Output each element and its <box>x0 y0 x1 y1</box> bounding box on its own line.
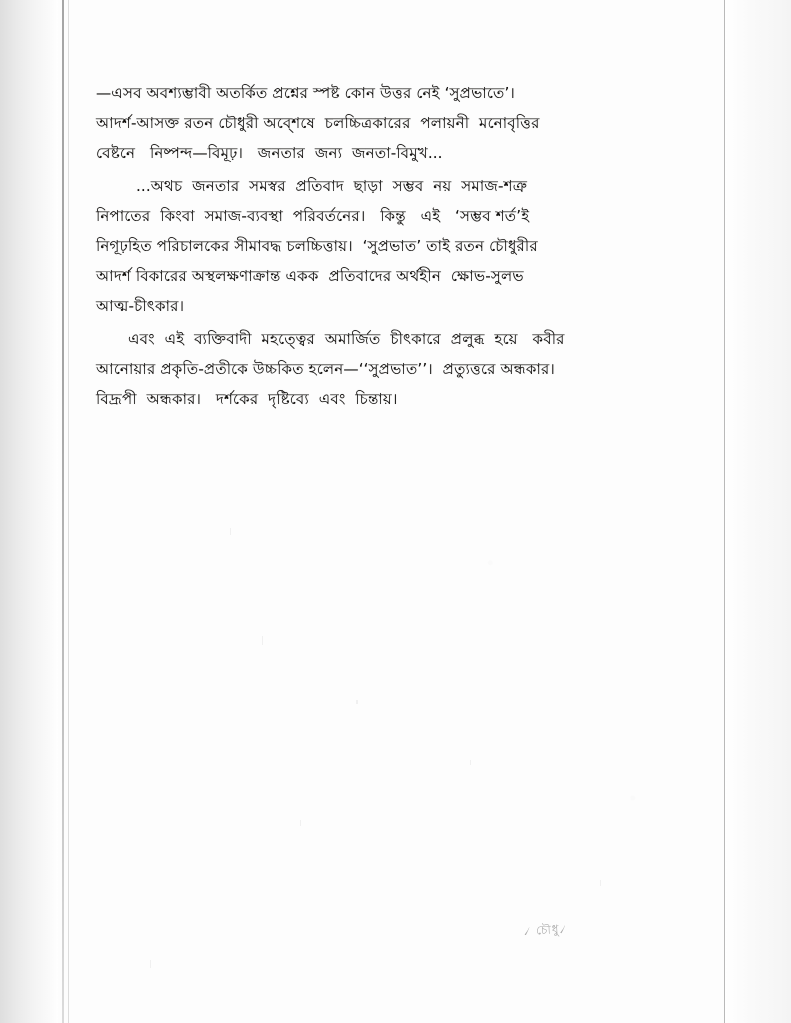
text-line: বিদ্রূপী অন্ধকার। দর্শকের দৃষ্টিব্যে এবং চিন্তায়। <box>96 390 398 408</box>
text-line: আদর্শ বিকারের অস্থলক্ষণাক্রান্ত একক প্রতিবাদের অর্থহীন ক্ষোভ-সুলভ <box>96 267 524 285</box>
page-text-body <box>96 78 688 417</box>
page-gutter-shadow <box>0 0 58 1023</box>
text-line: নিপাতের কিংবা সমাজ-ব্যবস্থা পরিবর্তনের। কিন্তু এই ‘সম্ভব শর্ত’ই <box>96 207 530 225</box>
scan-artifact <box>262 636 263 645</box>
text-line: বেষ্টনে নিষ্পন্দ—বিমূঢ়। জনতার জন্য জনতা-বিমুখ... <box>96 144 443 162</box>
scan-artifact <box>470 760 471 765</box>
text-line: আত্ম-চীৎকার। <box>96 297 185 315</box>
scan-artifact <box>600 880 601 886</box>
scan-artifact <box>356 700 358 704</box>
page-edge-shadow <box>725 0 791 1023</box>
text-line: —এসব অবশ্যম্ভাবী অতর্কিত প্রশ্নের স্পষ্ট কোন উত্তর নেই ‘সুপ্রভাতে’। <box>96 84 515 102</box>
scan-artifact <box>300 820 301 826</box>
text-line: আনোয়ার প্রকৃতি-প্রতীকে উচ্চকিত হলেন—‘‘সুপ্রভাত’’। প্রত্যুত্তরে অন্ধকার। <box>96 360 555 378</box>
scan-artifact <box>150 960 151 968</box>
page-gutter-line <box>62 0 64 1023</box>
page-edge-line <box>724 0 725 1023</box>
scan-artifact <box>230 528 231 535</box>
text-line: এবং এই ব্যক্তিবাদী মহত্ত্বের অমার্জিত চীৎকারে প্রলুব্ধ হয়ে কবীর <box>128 330 565 348</box>
paragraph <box>96 78 688 168</box>
paragraph <box>96 171 688 321</box>
text-line: ...অথচ জনতার সমস্বর প্রতিবাদ ছাড়া সম্ভব নয় সমাজ-শত্রু <box>136 177 528 195</box>
text-line: আদর্শ-আসক্ত রতন চৌধুরী অব্শেষে চলচ্চিত্রকারের পলায়নী মনোবৃত্তির <box>96 114 540 132</box>
paragraph <box>96 324 688 414</box>
pencil-marginalia: ৴ চৌধু৴ <box>523 921 568 939</box>
page-gutter-line-secondary <box>68 0 69 1023</box>
text-line: নিগূঢ়হিত পরিচালকের সীমাবদ্ধ চলচ্চিত্তায়। ‘সুপ্রভাত’ তাই রতন চৌধুরীর <box>96 237 538 255</box>
